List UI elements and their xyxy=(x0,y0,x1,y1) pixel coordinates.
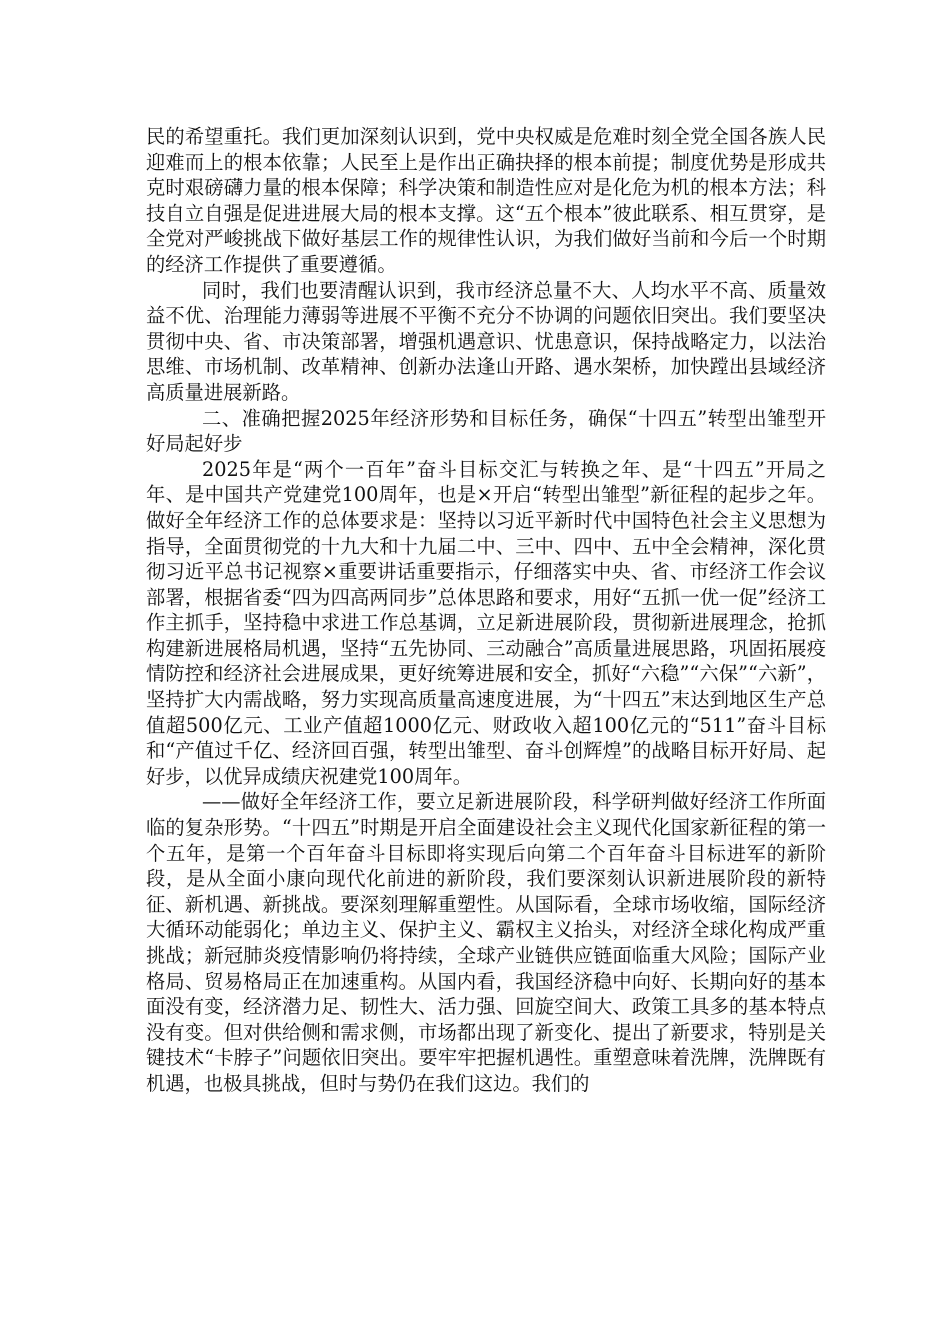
paragraph-awareness: 同时，我们也要清醒认识到，我市经济总量不大、人均水平不高、质量效益不优、治理能力薄弱等进展不平衡不充分不协调的问题依旧突出。我们要坚决贯彻中央、省、市决策部署，增强机遇意识、忧患意识，保持战略定力，以法治思维、市场机制、改革精神、创新办法逢山开路、遇水架桥，加快蹚出县域经济高质量进展新路。 xyxy=(146,278,826,404)
section-heading: 二、准确把握2025年经济形势和目标任务，确保“十四五”转型出雏型开好局起好步 xyxy=(146,406,826,456)
paragraph-continued: 民的希望重托。我们更加深刻认识到，党中央权威是危难时刻全党全国各族人民迎难而上的根本依靠；人民至上是作出正确抉择的根本前提；制度优势是形成共克时艰磅礴力量的根本保障；科学决策和制造性应对是化危为机的根本方法；科技自立自强是促进进展大局的根本支撑。这“五个根本”彼此联系、相互贯穿，是全党对严峻挑战下做好基层工作的规律性认识，为我们做好当前和今后一个时期的经济工作提供了重要遵循。 xyxy=(146,125,826,276)
paragraph-new-stage: ——做好全年经济工作，要立足新进展阶段，科学研判做好经济工作所面临的复杂形势。“十四五”时期是开启全面建设社会主义现代化国家新征程的第一个五年，是第一个百年奋斗目标即将实现后向第二个百年奋斗目标进军的新阶段，是从全面小康向现代化前进的新阶段，我们要深刻认识新进展阶段的新特征、新机遇、新挑战。要深刻理解重塑性。从国际看，全球市场收缩，国际经济大循环动能弱化；单边主义、保护主义、霸权主义抬头，对经济全球化构成严重挑战；新冠肺炎疫情影响仍将持续，全球产业链供应链面临重大风险；国际产业格局、贸易格局正在加速重构。从国内看，我国经济稳中向好、长期向好的基本面没有变，经济潜力足、韧性大、活力强、回旋空间大、政策工具多的基本特点没有变。但对供给侧和需求侧，市场都出现了新变化、提出了新要求，特别是关键技术“卡脖子”问题依旧突出。要牢牢把握机遇性。重塑意味着洗牌，洗牌既有机遇，也极具挑战，但时与势仍在我们这边。我们的 xyxy=(146,790,826,1095)
document-page xyxy=(146,124,826,1097)
paragraph-general-requirements: 2025年是“两个一百年”奋斗目标交汇与转换之年、是“十四五”开局之年、是中国共产党建党100周年，也是×开启“转型出雏型”新征程的起步之年。做好全年经济工作的总体要求是：坚持以习近平新时代中国特色社会主义思想为指导，全面贯彻党的十九大和十九届二中、三中、四中、五中全会精神，深化贯彻习近平总书记视察×重要讲话重要指示，仔细落实中央、省、市经济工作会议部署，根据省委“四为四高两同步”总体思路和要求，用好“五抓一优一促”经济工作主抓手，坚持稳中求进工作总基调，立足新进展阶段，贯彻新进展理念，抢抓构建新进展格局机遇，坚持“五先协同、三动融合”高质量进展思路，巩固拓展疫情防控和经济社会进展成果，更好统筹进展和安全，抓好“六稳”“六保”“六新”，坚持扩大内需战略，努力实现高质量高速度进展，为“十四五”末达到地区生产总值超500亿元、工业产值超1000亿元、财政收入超100亿元的“511”奋斗目标和“产值过千亿、经济回百强，转型出雏型、奋斗创辉煌”的战略目标开好局、起好步，以优异成绩庆祝建党100周年。 xyxy=(146,457,826,788)
